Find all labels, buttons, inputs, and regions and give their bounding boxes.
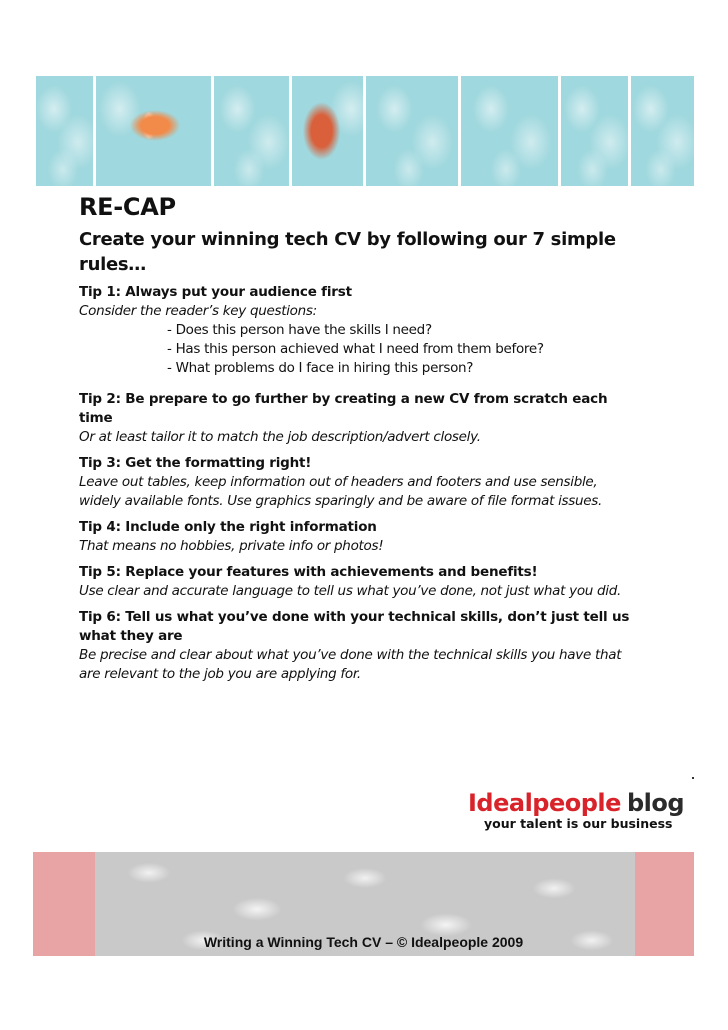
tip-6 <box>79 608 639 684</box>
stray-mark <box>692 777 694 779</box>
bubbles-panel <box>363 76 461 186</box>
tip-1 <box>79 283 639 378</box>
tip-title: Tip 3: Get the formatting right! <box>79 455 312 471</box>
footer-caption: Writing a Winning Tech CV – © Idealpeople 2009 <box>203 934 524 950</box>
tip-5 <box>79 563 639 601</box>
tip-body: Consider the reader’s key questions: <box>79 303 317 319</box>
bubbles-panel <box>458 76 561 186</box>
tip-body: Or at least tailor it to match the job description/advert closely. <box>79 429 481 445</box>
tip-body: That means no hobbies, private info or photos! <box>79 538 384 554</box>
tip-2 <box>79 390 639 447</box>
tip-body: Be precise and clear about what you’ve done with the technical skills you have that are relevant to the job you are applying for. <box>79 647 622 682</box>
bubbles-panel <box>628 76 694 186</box>
tip-body: Leave out tables, keep information out of headers and footers and use sensible, widely available fonts. Use graphics sparingly and be aware of file format issues. <box>79 474 602 509</box>
brand-logo <box>468 790 708 838</box>
list-item: - Has this person achieved what I need from them before? <box>167 340 639 359</box>
page-title: RE-CAP <box>79 193 176 221</box>
bubbles-panel <box>33 76 96 186</box>
tip-title: Tip 2: Be prepare to go further by creating a new CV from scratch each time <box>79 391 608 426</box>
tip-3 <box>79 454 639 511</box>
tip-title: Tip 1: Always put your audience first <box>79 284 352 300</box>
brand-wordmark <box>468 790 708 816</box>
clownfish-panel <box>289 76 366 186</box>
list-item: - What problems do I face in hiring this person? <box>167 359 639 378</box>
brand-tagline: your talent is our business <box>484 816 673 831</box>
key-questions-list <box>167 321 639 378</box>
header-banner-image <box>33 76 694 186</box>
tip-body: Use clear and accurate language to tell us what you’ve done, not just what you did. <box>79 583 622 599</box>
tip-4 <box>79 518 639 556</box>
brand-name: Idealpeople <box>468 789 621 817</box>
page-subtitle: Create your winning tech CV by following our 7 simple rules… <box>79 229 616 275</box>
tip-title: Tip 4: Include only the right information <box>79 519 377 535</box>
main-content <box>79 193 639 691</box>
bubbles-panel <box>211 76 292 186</box>
bubbles-panel <box>558 76 631 186</box>
list-item: - Does this person have the skills I need? <box>167 321 639 340</box>
tip-title: Tip 6: Tell us what you’ve done with your technical skills, don’t just tell us what they are <box>79 609 630 644</box>
clownfish-panel <box>93 76 214 186</box>
brand-suffix: blog <box>626 789 685 817</box>
tip-title: Tip 5: Replace your features with achievements and benefits! <box>79 564 538 580</box>
